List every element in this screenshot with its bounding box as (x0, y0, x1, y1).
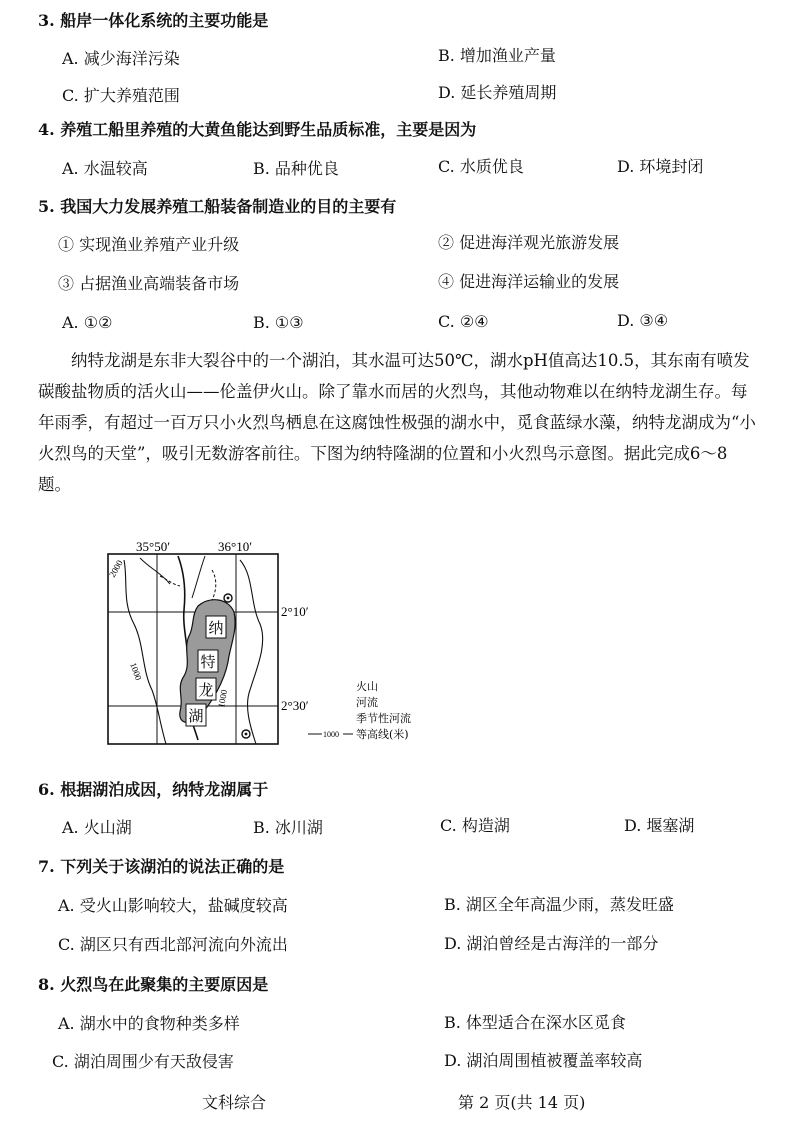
reading-passage (38, 345, 756, 500)
q7-option-d: D. 湖泊曾经是古海洋的一部分 (444, 934, 659, 953)
natron-lake-map (100, 540, 440, 752)
lat-label-2: 2°30′ (281, 698, 309, 713)
contour-line-north (140, 558, 170, 584)
q4-option-d: D. 环境封闭 (617, 157, 704, 176)
question-6-stem: 6. 根据湖泊成因，纳特龙湖属于 (38, 780, 269, 799)
q5-option-c: C. ②④ (438, 312, 489, 331)
lon-label-2: 36°10′ (218, 540, 253, 554)
question-7-stem: 7. 下列关于该湖泊的说法正确的是 (38, 857, 285, 876)
q4-option-b: B. 品种优良 (253, 159, 339, 178)
q6-option-a: A. 火山湖 (62, 818, 132, 837)
q5-option-a: A. ①② (62, 313, 113, 332)
volcano-icon-north-dot (227, 597, 230, 600)
legend-contour-value: 1000 (323, 730, 339, 739)
q4-option-a: A. 水温较高 (62, 159, 148, 178)
q8-option-a: A. 湖水中的食物种类多样 (58, 1014, 240, 1033)
contour-label-1000-south: 1000 (216, 688, 230, 709)
footer-subject: 文科综合 (202, 1093, 267, 1112)
q4-option-c: C. 水质优良 (438, 157, 524, 176)
lat-label-1: 2°10′ (281, 604, 309, 619)
q3-option-d: D. 延长养殖周期 (438, 83, 557, 102)
q6-option-d: D. 堰塞湖 (624, 816, 695, 835)
question-5-stem: 5. 我国大力发展养殖工船装备制造业的目的主要有 (38, 197, 397, 216)
q3-option-c: C. 扩大养殖范围 (62, 86, 180, 105)
q6-option-b: B. 冰川湖 (253, 818, 323, 837)
q5-item-4: ④ 促进海洋运输业的发展 (438, 272, 620, 291)
q7-option-c: C. 湖区只有西北部河流向外流出 (58, 935, 288, 954)
q7-option-a: A. 受火山影响较大，盐碱度较高 (58, 896, 288, 915)
lake-char-4: 湖 (188, 707, 204, 725)
q8-option-b: B. 体型适合在深水区觅食 (444, 1013, 626, 1032)
contour-line-north-east (192, 556, 205, 598)
legend-volcano: 火山 (356, 680, 378, 693)
lake-char-1: 纳 (208, 619, 224, 637)
q3-option-a: A. 减少海洋污染 (62, 49, 180, 68)
contour-label-2000: 2000 (107, 558, 125, 579)
volcano-icon-south-dot (245, 733, 248, 736)
question-3-stem: 3. 船岸一体化系统的主要功能是 (38, 11, 269, 30)
legend-contour: 等高线(米) (356, 728, 409, 741)
passage-text: 纳特龙湖是东非大裂谷中的一个湖泊，其水温可达50℃，湖水pH值高达10.5，其东南有喷发碳酸盐物质的活火山——伦盖伊火山。除了靠水而居的火烈鸟，其他动物难以在纳特龙湖生存。每年雨季，有超过一百万只小火烈鸟栖息在这腐蚀性极强的湖水中，觅食蓝绿水藻，纳特龙湖成为“小火烈鸟的天堂”，吸引无数游客前往。下图为纳特隆湖的位置和小火烈鸟示意图。据此完成6～8题。 (38, 351, 756, 494)
q5-option-d: D. ③④ (617, 311, 669, 330)
legend-seasonal-river: 季节性河流 (356, 712, 411, 725)
q5-item-3: ③ 占据渔业高端装备市场 (58, 274, 240, 293)
q5-item-2: ② 促进海洋观光旅游发展 (438, 233, 620, 252)
q6-option-c: C. 构造湖 (440, 816, 510, 835)
lake-char-2: 特 (200, 653, 216, 671)
q8-option-c: C. 湖泊周围少有天敌侵害 (52, 1052, 234, 1071)
q7-option-b: B. 湖区全年高温少雨，蒸发旺盛 (444, 895, 674, 914)
lake-char-3: 龙 (198, 681, 214, 699)
contour-label-1000-west: 1000 (128, 661, 144, 682)
question-4-stem: 4. 养殖工船里养殖的大黄鱼能达到野生品质标准，主要是因为 (38, 120, 477, 139)
q5-item-1: ① 实现渔业养殖产业升级 (58, 235, 240, 254)
footer-page-number: 第 2 页(共 14 页) (458, 1093, 586, 1112)
lon-label-1: 35°50′ (136, 540, 171, 554)
contour-line-east (240, 560, 263, 744)
q8-option-d: D. 湖泊周围植被覆盖率较高 (444, 1051, 643, 1070)
legend-river: 河流 (356, 696, 378, 709)
question-8-stem: 8. 火烈鸟在此聚集的主要原因是 (38, 975, 269, 994)
contour-line-west (124, 560, 166, 744)
seasonal-river-east (212, 570, 216, 600)
q5-option-b: B. ①③ (253, 313, 304, 332)
q3-option-b: B. 增加渔业产量 (438, 46, 556, 65)
